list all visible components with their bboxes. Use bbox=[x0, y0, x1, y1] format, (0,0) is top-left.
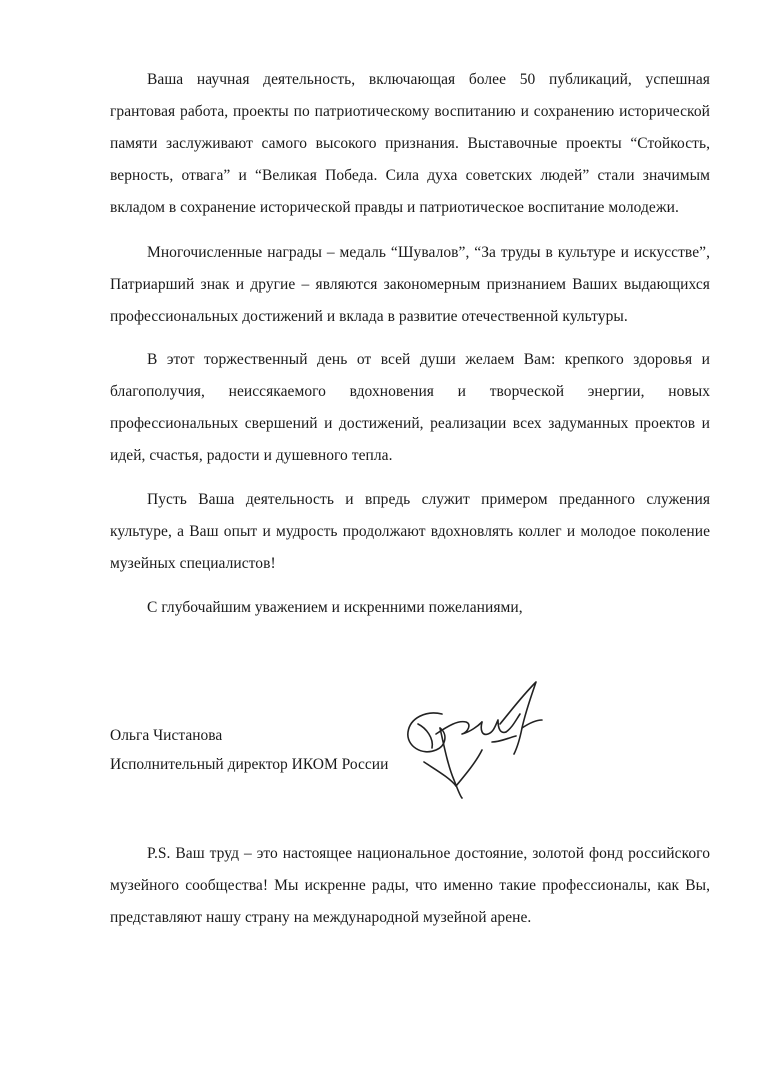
postscript: P.S. Ваш труд – это настоящее национальное достояние, золотой фонд российского музейного сообщества! Мы искренне рады, что именно такие профессионалы, как Вы, представляют нашу страну на международной музейной арене. bbox=[110, 845, 710, 926]
handwritten-signature bbox=[396, 676, 556, 806]
paragraph-closing: С глубочайшим уважением и искренними пожеланиями, bbox=[147, 599, 523, 616]
signatory-name: Ольга Чистанова bbox=[110, 727, 223, 744]
paragraph-awards: Многочисленные награды – медаль “Шувалов”, “За труды в культуре и искусстве”, Патриарший знак и другие – являются закономерным признанием Ваших выдающихся профессиональных достижений и вклада в развитие отечественной культуры. bbox=[110, 244, 710, 325]
signatory-position: Исполнительный директор ИКОМ России bbox=[110, 756, 389, 773]
paragraph-inspiration: Пусть Ваша деятельность и впредь служит примером преданного служения культуре, а Ваш опыт и мудрость продолжают вдохновлять коллег и молодое поколение музейных специалистов! bbox=[110, 491, 710, 572]
paragraph-wishes: В этот торжественный день от всей души желаем Вам: крепкого здоровья и благополучия, неиссякаемого вдохновения и творческой энергии, новых профессиональных свершений и достижений, реализации всех задуманных проектов и идей, счастья, радости и душевного тепла. bbox=[110, 351, 710, 464]
paragraph-scientific-activity: Ваша научная деятельность, включающая более 50 публикаций, успешная грантовая работа, проекты по патриотическому воспитанию и сохранению исторической памяти заслуживают самого высокого признания. Выставочные проекты “Стойкость, верность, отвага” и “Великая Победа. Сила духа советских людей” стали значимым вкладом в сохранение исторической правды и патриотическое воспитание молодежи. bbox=[110, 71, 710, 216]
